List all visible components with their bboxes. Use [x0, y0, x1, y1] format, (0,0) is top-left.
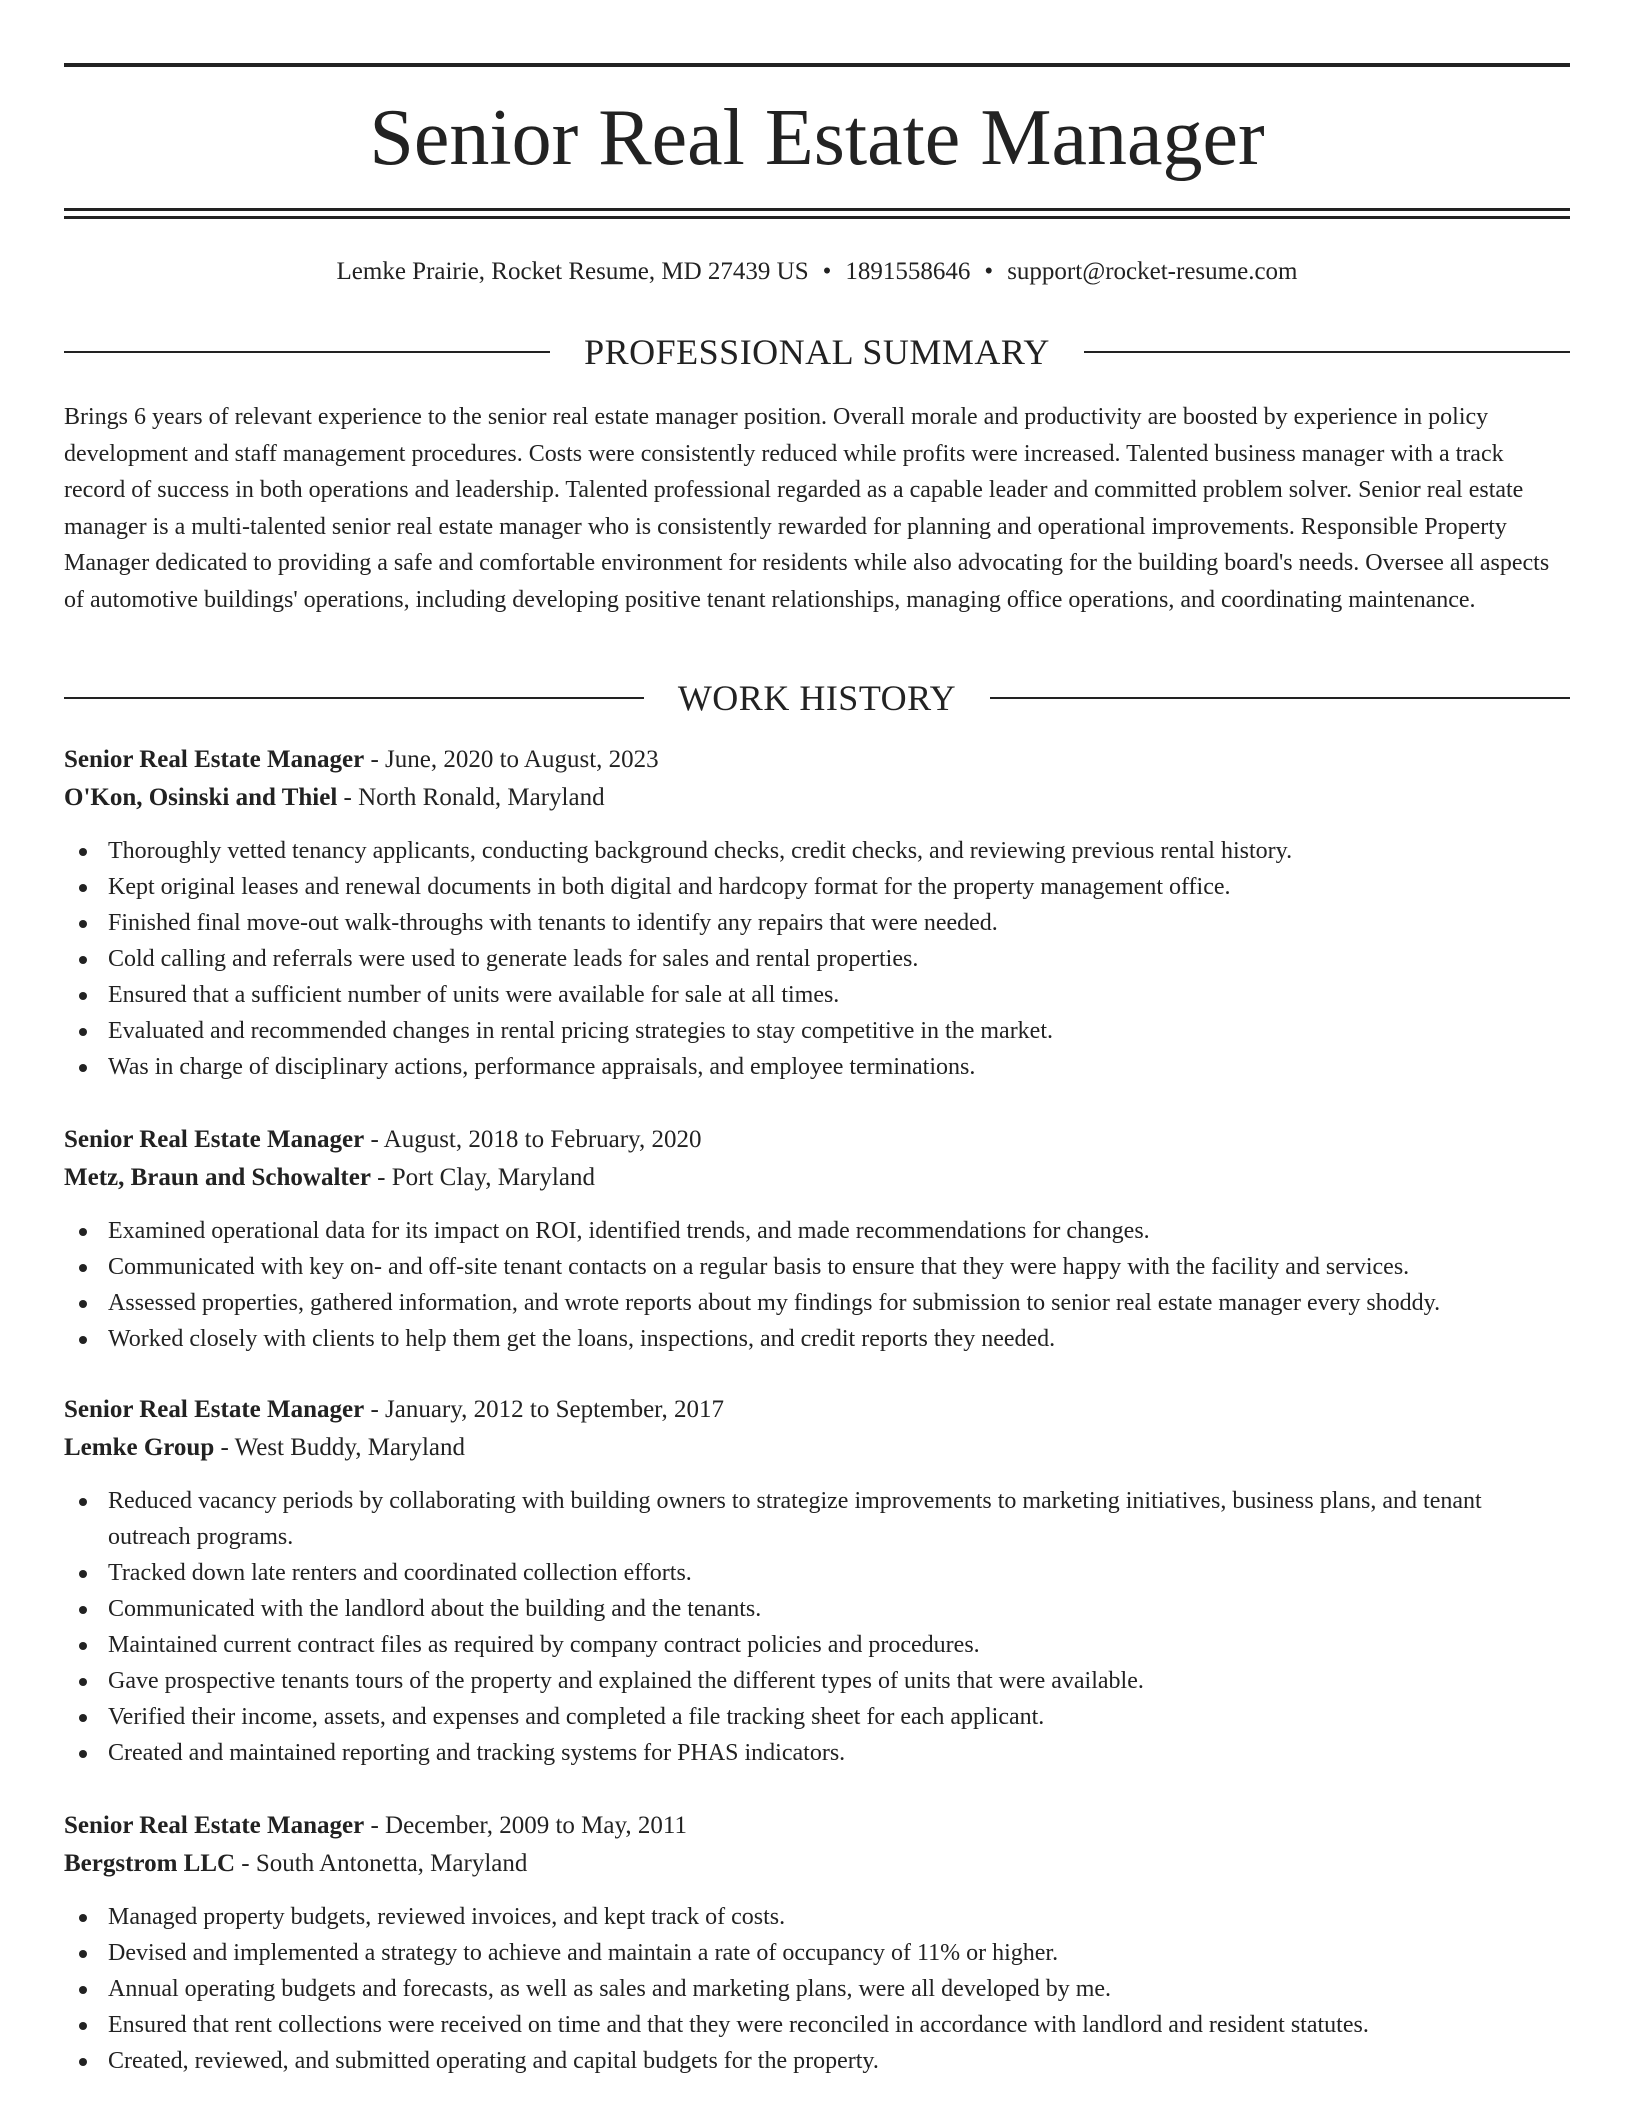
- job-entry: [64, 1121, 1570, 1357]
- heading-rule-right: [1084, 351, 1570, 353]
- bullet-dot: [79, 1570, 87, 1578]
- job-bullet-text: Communicated with the landlord about the building and the tenants.: [108, 1596, 762, 1622]
- bullet-dot: [79, 956, 87, 964]
- job-bullet: [64, 1049, 1570, 1085]
- job-bullet: [64, 833, 1570, 869]
- bullet-dot: [79, 1714, 87, 1722]
- job-company-line: [64, 1429, 1570, 1467]
- bullet-dot: [79, 1264, 87, 1272]
- job-bullet-text: Annual operating budgets and forecasts, as well as sales and marketing plans, were all developed by me.: [108, 1976, 1112, 2002]
- summary-text: Brings 6 years of relevant experience to the senior real estate manager position. Overall morale and productivity are boosted by experience in policy development and staff management procedures. Costs were consistently reduced while profits were increased. Talented business manager with a track record of success in both operations and leadership. Talented professional regarded as a capable leader and committed problem solver. Senior real estate manager is a multi-talented senior real estate manager who is consistently rewarded for planning and operational improvements. Responsible Property Manager dedicated to providing a safe and comfortable environment for residents while also advocating for the building board's needs. Oversee all aspects of automotive buildings' operations, including developing positive tenant relationships, managing office operations, and coordinating maintenance.: [64, 404, 1550, 613]
- job-separator: -: [370, 1164, 392, 1191]
- job-bullet-text: Devised and implemented a strategy to achieve and maintain a rate of occupancy of 11% or higher.: [108, 1940, 1059, 1966]
- job-bullet-text: Managed property budgets, reviewed invoices, and kept track of costs.: [108, 1904, 786, 1930]
- work-history-heading-label: WORK HISTORY: [677, 678, 957, 718]
- bullet-dot: [79, 1950, 87, 1958]
- heading-rule-left: [64, 697, 644, 699]
- job-company-line: [64, 779, 1570, 817]
- job-separator: -: [364, 1126, 384, 1153]
- job-title: Senior Real Estate Manager: [64, 1812, 365, 1839]
- job-bullet-text: Ensured that a sufficient number of units were available for sale at all times.: [108, 982, 840, 1008]
- job-bullet: [64, 941, 1570, 977]
- job-bullet-text: Reduced vacancy periods by collaborating with building owners to strategize improvements to marketing initiatives, business plans, and tenant outreach programs.: [108, 1488, 1482, 1550]
- job-location: West Buddy, Maryland: [234, 1434, 465, 1461]
- bullet-dot: [79, 1678, 87, 1686]
- job-title: Senior Real Estate Manager: [64, 1126, 365, 1153]
- job-bullet: [64, 1483, 1570, 1555]
- bullet-dot: [79, 1750, 87, 1758]
- job-bullet: [64, 977, 1570, 1013]
- bullet-dot: [79, 1336, 87, 1344]
- job-bullet: [64, 1013, 1570, 1049]
- job-bullet: [64, 2007, 1570, 2043]
- bullet-dot: [79, 848, 87, 856]
- job-location: Port Clay, Maryland: [391, 1164, 595, 1191]
- job-bullet: [64, 1213, 1570, 1249]
- job-bullet-text: Thoroughly vetted tenancy applicants, conducting background checks, credit checks, and reviewing previous rental history.: [108, 838, 1293, 864]
- job-bullet: [64, 1899, 1570, 1935]
- job-bullet-text: Gave prospective tenants tours of the property and explained the different types of units that were available.: [108, 1668, 1144, 1694]
- top-divider: [64, 63, 1570, 67]
- job-bullet: [64, 1591, 1570, 1627]
- bullet-dot: [79, 1914, 87, 1922]
- job-bullet-text: Assessed properties, gathered information, and wrote reports about my findings for submission to senior real estate manager every shoddy.: [108, 1290, 1441, 1316]
- bullet-dot: [79, 2022, 87, 2030]
- job-bullet: [64, 869, 1570, 905]
- job-bullet-text: Communicated with key on- and off-site tenant contacts on a regular basis to ensure that they were happy with the facility and services.: [108, 1254, 1410, 1280]
- job-company-line: [64, 1845, 1570, 1883]
- contact-separator: •: [984, 258, 994, 285]
- job-bullet: [64, 1627, 1570, 1663]
- heading-rule-left: [64, 351, 550, 353]
- job-bullet-text: Ensured that rent collections were received on time and that they were reconciled in accordance with landlord and resident statutes.: [108, 2012, 1369, 2038]
- job-entry: [64, 1391, 1570, 1771]
- job-bullets: [64, 833, 1570, 1085]
- work-history-section-heading: [64, 676, 1570, 720]
- job-bullet-text: Kept original leases and renewal documents in both digital and hardcopy format for the property management office.: [108, 874, 1231, 900]
- job-bullet: [64, 1321, 1570, 1357]
- job-dates: January, 2012 to September, 2017: [385, 1396, 724, 1423]
- job-bullet: [64, 2043, 1570, 2079]
- contact-separator: •: [822, 258, 832, 285]
- bullet-dot: [79, 1064, 87, 1072]
- job-bullet: [64, 1735, 1570, 1771]
- job-title-line: [64, 1807, 1570, 1845]
- job-separator: -: [337, 784, 359, 811]
- job-dates: August, 2018 to February, 2020: [383, 1126, 702, 1153]
- job-location: South Antonetta, Maryland: [255, 1850, 528, 1877]
- job-location: North Ronald, Maryland: [358, 784, 605, 811]
- job-separator: -: [214, 1434, 235, 1461]
- job-bullet-text: Created and maintained reporting and tracking systems for PHAS indicators.: [108, 1740, 846, 1766]
- job-bullet-text: Verified their income, assets, and expenses and completed a file tracking sheet for each applicant.: [108, 1704, 1045, 1730]
- bullet-dot: [79, 992, 87, 1000]
- job-bullet-text: Cold calling and referrals were used to generate leads for sales and rental properties.: [108, 946, 919, 972]
- job-separator: -: [364, 746, 386, 773]
- job-bullets: [64, 1213, 1570, 1357]
- contact-email: support@rocket-resume.com: [1007, 258, 1298, 285]
- job-company: O'Kon, Osinski and Thiel: [64, 784, 338, 811]
- summary-section-heading: [64, 330, 1570, 374]
- job-bullet-text: Created, reviewed, and submitted operating and capital budgets for the property.: [108, 2048, 879, 2074]
- title-divider-upper: [64, 208, 1570, 211]
- contact-address: Lemke Prairie, Rocket Resume, MD 27439 US: [336, 258, 809, 285]
- job-separator: -: [364, 1396, 386, 1423]
- job-bullet: [64, 905, 1570, 941]
- job-title: Senior Real Estate Manager: [64, 1396, 365, 1423]
- title-divider-lower: [64, 216, 1570, 219]
- job-bullet-text: Maintained current contract files as required by company contract policies and procedures.: [108, 1632, 980, 1658]
- job-bullet-text: Was in charge of disciplinary actions, performance appraisals, and employee terminations.: [108, 1054, 976, 1080]
- job-bullet: [64, 1285, 1570, 1321]
- summary-heading-label: PROFESSIONAL SUMMARY: [584, 332, 1050, 372]
- job-title: Senior Real Estate Manager: [64, 746, 365, 773]
- job-bullet-text: Finished final move-out walk-throughs with tenants to identify any repairs that were needed.: [108, 910, 998, 936]
- bullet-dot: [79, 884, 87, 892]
- job-company-line: [64, 1159, 1570, 1197]
- job-separator: -: [235, 1850, 256, 1877]
- job-bullets: [64, 1899, 1570, 2079]
- job-bullet: [64, 1699, 1570, 1735]
- job-dates: June, 2020 to August, 2023: [385, 746, 659, 773]
- bullet-dot: [79, 1300, 87, 1308]
- bullet-dot: [79, 1228, 87, 1236]
- bullet-dot: [79, 2058, 87, 2066]
- job-bullet-text: Worked closely with clients to help them get the loans, inspections, and credit reports they needed.: [108, 1326, 1056, 1352]
- job-entry: [64, 1807, 1570, 2079]
- bullet-dot: [79, 1498, 87, 1506]
- job-company: Bergstrom LLC: [64, 1850, 236, 1877]
- bullet-dot: [79, 1642, 87, 1650]
- job-bullet: [64, 1971, 1570, 2007]
- job-separator: -: [364, 1812, 386, 1839]
- bullet-dot: [79, 1028, 87, 1036]
- job-company: Lemke Group: [64, 1434, 215, 1461]
- bullet-dot: [79, 1986, 87, 1994]
- job-title-line: [64, 741, 1570, 779]
- job-bullet: [64, 1935, 1570, 1971]
- job-bullet-text: Tracked down late renters and coordinated collection efforts.: [108, 1560, 692, 1586]
- job-bullet: [64, 1555, 1570, 1591]
- contact-phone: 1891558646: [845, 258, 971, 285]
- contact-line: [64, 255, 1570, 289]
- job-bullet-text: Examined operational data for its impact on ROI, identified trends, and made recommendations for changes.: [108, 1218, 1150, 1244]
- bullet-dot: [79, 1606, 87, 1614]
- job-title-line: [64, 1391, 1570, 1429]
- job-bullets: [64, 1483, 1570, 1771]
- job-bullet-text: Evaluated and recommended changes in rental pricing strategies to stay competitive in the market.: [108, 1018, 1053, 1044]
- job-dates: December, 2009 to May, 2011: [385, 1812, 687, 1839]
- job-company: Metz, Braun and Schowalter: [64, 1164, 371, 1191]
- bullet-dot: [79, 920, 87, 928]
- resume-title: Senior Real Estate Manager: [369, 94, 1265, 182]
- job-bullet: [64, 1663, 1570, 1699]
- heading-rule-right: [990, 697, 1570, 699]
- job-entry: [64, 741, 1570, 1085]
- job-title-line: [64, 1121, 1570, 1159]
- job-bullet: [64, 1249, 1570, 1285]
